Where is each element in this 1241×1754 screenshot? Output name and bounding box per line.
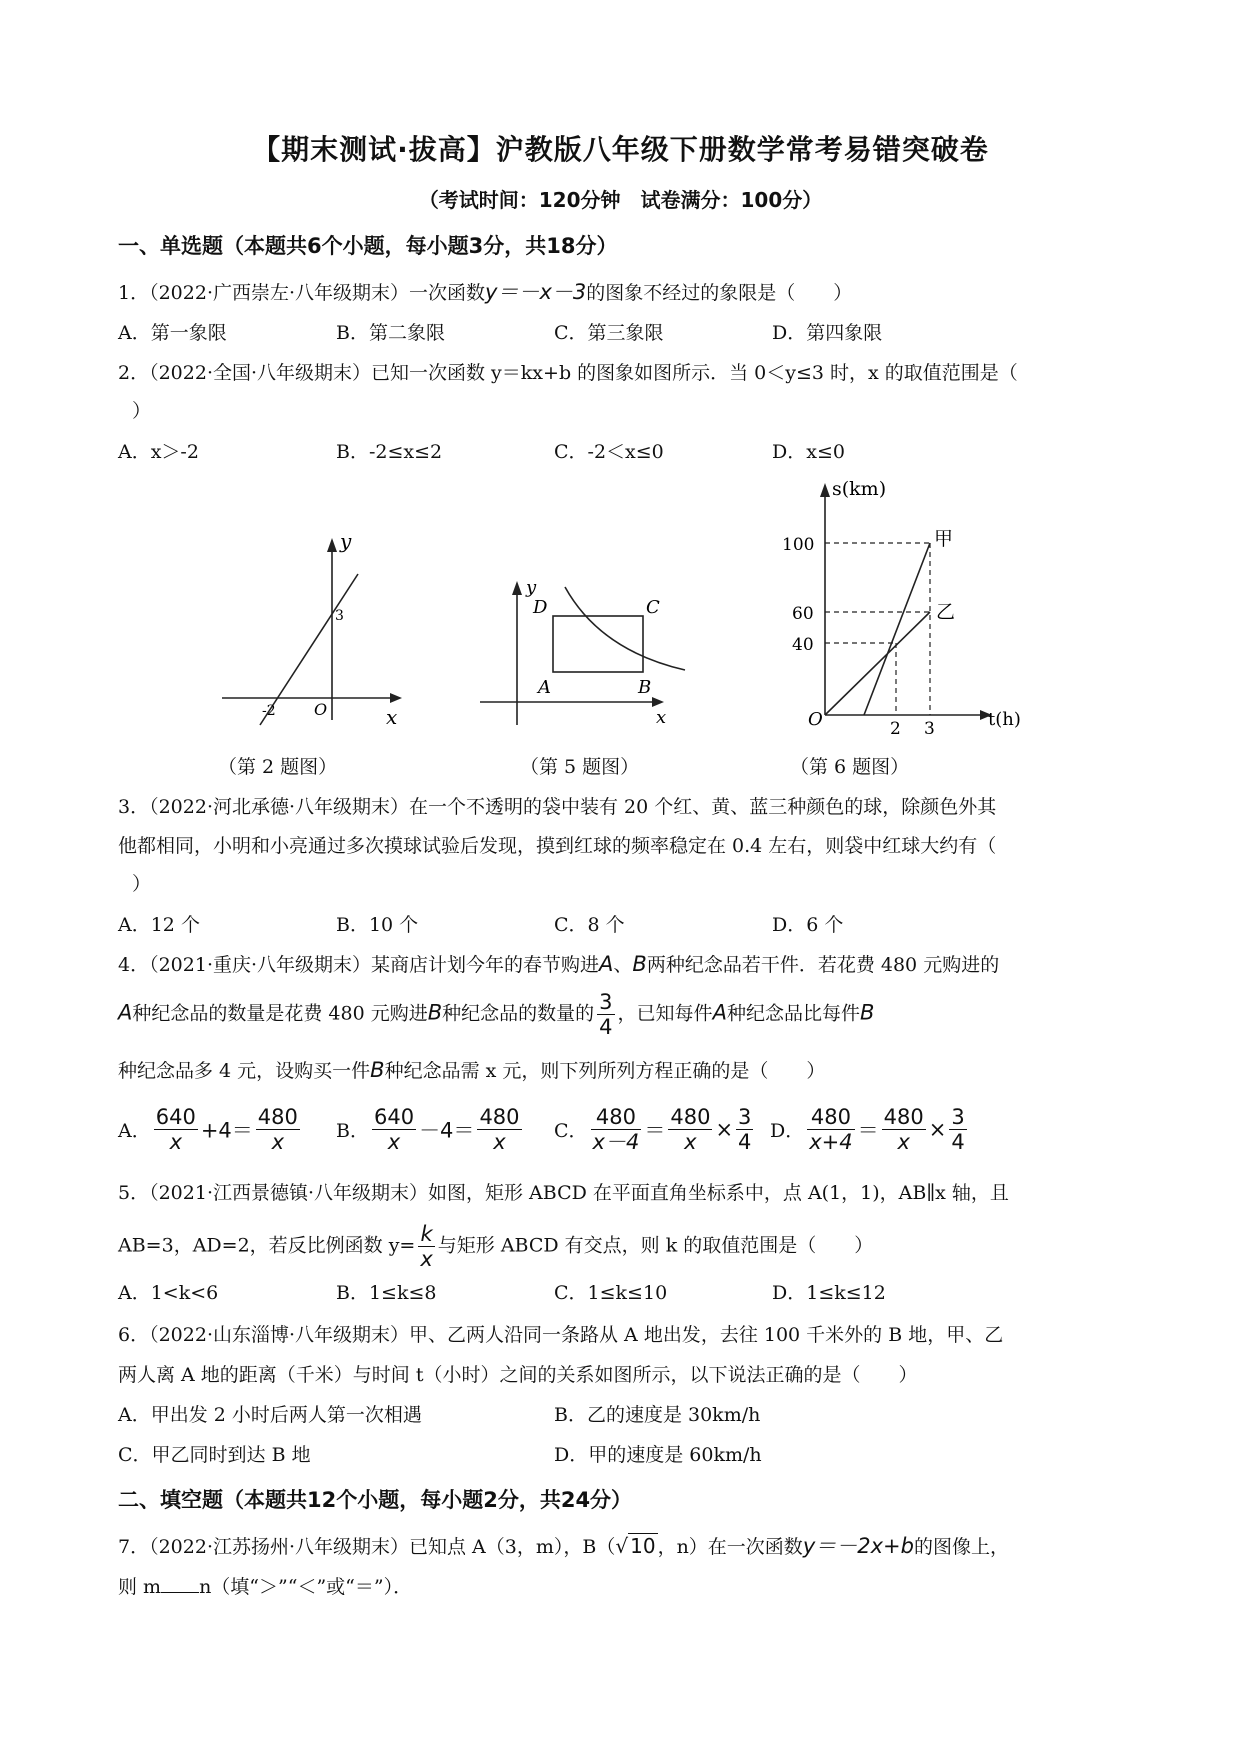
fig5-point-b: B [638,677,652,698]
fig2-origin-label: O [314,700,328,719]
fig5-point-c: C [646,597,660,618]
fig5-point-a: A [538,677,551,698]
fig5-x-label: x [656,707,667,728]
question-7-line-1: 7．（2022·江苏扬州·八年级期末）已知点 A（3，m），B（√ 10 ，n）在一次函数y＝－2x+b的图像上， [118,1534,1009,1558]
q5-option-a: A．1<k<6 [118,1282,219,1304]
fig6-t-label: t(h) [988,709,1021,730]
fig6-tick-60: 60 [792,604,814,624]
q3-option-b: B．10 个 [336,914,419,936]
q4-option-c: C． $\frac{480}{x-4}$ ＝ $\frac{480}{x}$ × $\frac{3}{4}$ [554,1105,752,1154]
question-2-line-2: ） [132,400,152,422]
q6-option-d: D．甲的速度是 60km/h [554,1444,762,1466]
question-3-line-3: ） [132,873,152,895]
q2-option-a: A．x＞-2 [118,441,199,463]
question-5-line-1: 5．（2021·江西景德镇·八年级期末）如图，矩形 ABCD 在平面直角坐标系中，点 A(1，1)，AB∥x 轴，且 [118,1182,1009,1204]
fig6-label-jia: 甲 [934,528,954,550]
q6-option-c: C．甲乙同时到达 B 地 [118,1444,311,1466]
q5-option-b: B．1≤k≤8 [336,1282,437,1304]
question-5-line-2: AB=3，AD=2，若反比例函数 y= $\frac{k}{x}$ 与矩形 ABCD 有交点，则 k 的取值范围是（ ） [118,1222,874,1271]
question-6-line-2: 两人离 A 地的距离（千米）与时间 t（小时）之间的关系如图所示，以下说法正确的是（ ） [118,1364,918,1386]
figure-q6-graph [770,475,1040,735]
page-subtitle: （考试时间：120分钟 试卷满分：100分） [418,188,823,212]
q4-option-b: B． $\frac{640}{x}$ －4＝ $\frac{480}{x}$ [336,1105,520,1154]
q1-option-d: D．第四象限 [772,322,883,344]
q3-option-a: A．12 个 [118,914,200,936]
figure-q2-graph [210,530,410,730]
figure-caption-q5: （第 5 题图） [520,756,640,778]
q2-option-c: C．-2＜x≤0 [554,441,664,463]
q6-option-a: A．甲出发 2 小时后两人第一次相遇 [118,1404,422,1426]
q5-option-d: D．1≤k≤12 [772,1282,886,1304]
page-title: 【期末测试·拔高】沪教版八年级下册数学常考易错突破卷 [252,133,989,166]
fig6-tick-40: 40 [792,635,814,655]
fig5-y-label: y [526,577,537,598]
q2-option-b: B．-2≤x≤2 [336,441,443,463]
question-3-line-2: 他都相同，小明和小亮通过多次摸球试验后发现，摸到红球的频率稳定在 0.4 左右，则袋中红球大约有（ [118,835,997,857]
q3-option-d: D．6 个 [772,914,844,936]
q4-option-a: A． $\frac{640}{x}$ +4＝ $\frac{480}{x}$ [118,1105,298,1154]
q1-option-a: A．第一象限 [118,322,227,344]
q1-option-c: C．第三象限 [554,322,664,344]
q2-option-d: D．x≤0 [772,441,845,463]
section-heading-fill-in: 二、填空题（本题共12个小题，每小题2分，共24分） [118,1488,633,1512]
fig2-x-label: x [386,705,398,729]
answer-blank[interactable] [161,1574,199,1593]
fig6-s-label: s(km) [832,478,887,500]
q4-option-d: D． $\frac{480}{x+4}$ ＝ $\frac{480}{x}$ × $\frac{3}{4}$ [770,1105,965,1154]
question-4-line-1: 4．（2021·重庆·八年级期末）某商店计划今年的春节购进A、B两种纪念品若干件．若花费 480 元购进的 [118,952,1000,976]
question-3-line-1: 3．（2022·河北承德·八年级期末）在一个不透明的袋中装有 20 个红、黄、蓝三种颜色的球，除颜色外其 [118,796,997,818]
q5-option-c: C．1≤k≤10 [554,1282,668,1304]
q3-option-c: C．8 个 [554,914,625,936]
figure-caption-q6: （第 6 题图） [790,756,910,778]
fig2-label-3: 3 [335,608,344,624]
fig5-point-d: D [533,597,548,618]
fig6-tick-2: 2 [890,719,901,735]
question-4-line-2: A种纪念品的数量是花费 480 元购进B种纪念品的数量的 $\frac{3}{4}$ ，已知每件A种纪念品比每件B [118,990,875,1039]
fig2-y-label: y [340,530,352,553]
fig2-label-neg2: -2 [262,703,276,719]
fig6-tick-3: 3 [924,719,935,735]
fig6-tick-100: 100 [782,535,815,555]
question-2-line-1: 2．（2022·全国·八年级期末）已知一次函数 y＝kx+b 的图象如图所示．当 0＜y≤3 时，x 的取值范围是（ [118,362,1018,384]
q1-option-b: B．第二象限 [336,322,445,344]
question-7-line-2: 则 m n（填“＞”“＜”或“＝”）． [118,1576,413,1598]
fig6-origin-label: O [808,709,823,730]
figure-caption-q2: （第 2 题图） [218,756,338,778]
q6-option-b: B．乙的速度是 30km/h [554,1404,761,1426]
figure-q5-graph [470,575,700,735]
fig6-label-yi: 乙 [936,601,956,623]
question-1: 1．（2022·广西崇左·八年级期末）一次函数y＝－x－3的图象不经过的象限是（ ） [118,280,853,304]
question-6-line-1: 6．（2022·山东淄博·八年级期末）甲、乙两人沿同一条路从 A 地出发，去往 100 千米外的 B 地，甲、乙 [118,1324,1004,1346]
question-4-line-3: 种纪念品多 4 元，设购买一件B种纪念品需 x 元，则下列所列方程正确的是（ ） [118,1058,826,1082]
section-heading-single-choice: 一、单选题（本题共6个小题，每小题3分，共18分） [118,234,618,258]
